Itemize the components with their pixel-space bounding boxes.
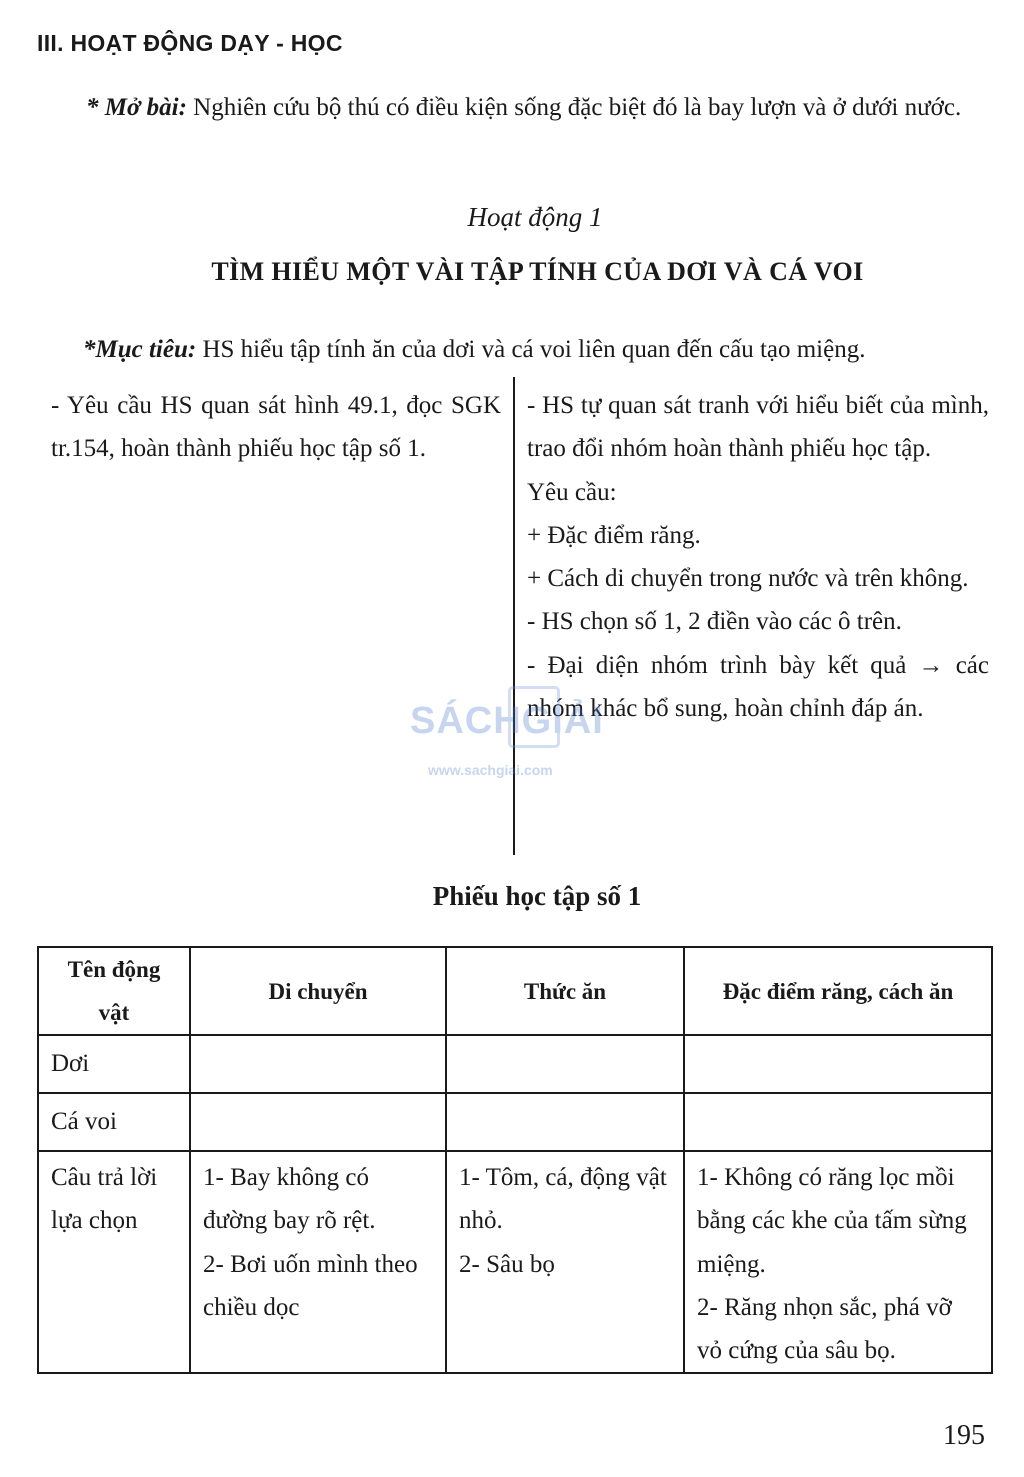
option-line: 1- Bay không có đường bay rõ rệt. <box>203 1164 376 1235</box>
cell-movement <box>190 1035 446 1093</box>
watermark-url: www.sachgiai.com <box>428 762 553 778</box>
student-activity-line: - Đại diện nhóm trình bày kết quả → các nhóm khác bổ sung, hoàn chỉnh đáp án. <box>527 651 989 723</box>
cell-food <box>446 1093 684 1151</box>
cell-animal: Cá voi <box>38 1093 190 1151</box>
student-activity-line: - HS tự quan sát tranh với hiểu biết của mình, trao đổi nhóm hoàn thành phiếu học tập. <box>527 392 989 463</box>
intro-label: * Mở bài: <box>86 94 187 121</box>
cell-food <box>446 1035 684 1093</box>
intro-text: Nghiên cứu bộ thú có điều kiện sống đặc biệt đó là bay lượn và ở dưới nước. <box>193 94 962 121</box>
teacher-activity: - Yêu cầu HS quan sát hình 49.1, đọc SGK tr.154, hoàn thành phiếu học tập số 1. <box>51 392 501 463</box>
activity-title: Hoạt động 1 <box>467 202 603 232</box>
cell-food-options <box>446 1151 684 1373</box>
cell-movement <box>190 1093 446 1151</box>
table-header-row <box>38 947 992 1035</box>
worksheet-title: Phiếu học tập số 1 <box>432 881 642 911</box>
student-activity <box>527 384 989 730</box>
cell-teeth-options <box>684 1151 992 1373</box>
student-activity-line: Yêu cầu: <box>527 478 617 506</box>
column-divider <box>513 377 515 855</box>
table-row-whale <box>38 1093 992 1151</box>
cell-teeth <box>684 1093 992 1151</box>
objective-label: *Mục tiêu: <box>83 336 197 363</box>
student-activity-line: + Cách di chuyển trong nước và trên không. <box>527 565 969 593</box>
header-movement: Di chuyển <box>190 947 446 1035</box>
student-activity-line: - HS chọn số 1, 2 điền vào các ô trên. <box>527 608 902 636</box>
table-row-bat <box>38 1035 992 1093</box>
section-heading: III. HOẠT ĐỘNG DẠY - HỌC <box>37 30 343 56</box>
page-number: 195 <box>943 1420 985 1451</box>
option-line: 2- Răng nhọn sắc, phá vỡ vỏ cứng của sâu bọ. <box>697 1293 952 1365</box>
table-row-answers <box>38 1151 992 1373</box>
intro-paragraph <box>37 88 990 127</box>
objective-paragraph <box>37 330 990 369</box>
option-line: 2- Bơi uốn mình theo chiều dọc <box>203 1250 418 1321</box>
activity-heading: TÌM HIỂU MỘT VÀI TẬP TÍNH CỦA DƠI VÀ CÁ VOI <box>211 257 864 286</box>
header-food: Thức ăn <box>446 947 684 1035</box>
objective-text: HS hiểu tập tính ăn của dơi và cá voi liên quan đến cấu tạo miệng. <box>202 336 866 363</box>
cell-movement-options <box>190 1151 446 1373</box>
header-animal-name: Tên động vật <box>38 947 190 1035</box>
header-teeth: Đặc điểm răng, cách ăn <box>684 947 992 1035</box>
cell-teeth <box>684 1035 992 1093</box>
worksheet-table <box>37 946 993 1374</box>
cell-answer-label: Câu trả lời lựa chọn <box>38 1151 190 1373</box>
option-line: 1- Tôm, cá, động vật nhỏ. <box>459 1164 667 1235</box>
watermark-brand: SÁCHGIẢI <box>410 700 604 742</box>
student-activity-line: + Đặc điểm răng. <box>527 521 701 549</box>
cell-animal: Dơi <box>38 1035 190 1093</box>
option-line: 2- Sâu bọ <box>459 1250 555 1278</box>
option-line: 1- Không có răng lọc mồi bằng các khe của tấm sừng miệng. <box>697 1164 967 1278</box>
